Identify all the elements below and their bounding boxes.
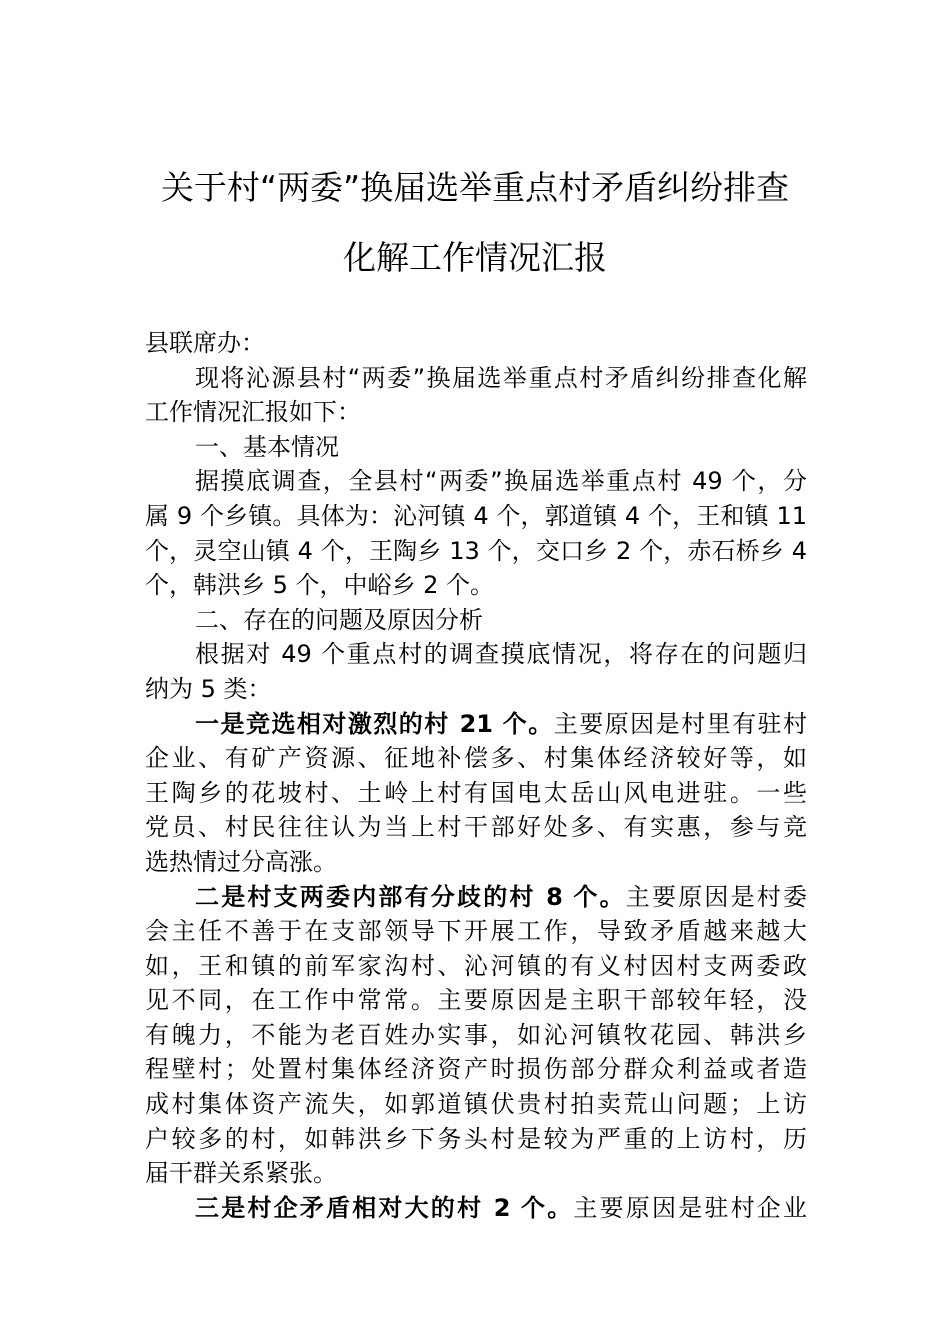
line-text: 主要原因是村委	[625, 882, 807, 911]
body-line	[145, 395, 807, 430]
body-lines	[145, 361, 807, 1226]
body-line	[145, 810, 807, 845]
body-line	[145, 499, 807, 534]
line-text: 一、基本情况	[195, 432, 339, 461]
bold-heading: 三是村企矛盾相对大的村 2 个。	[195, 1193, 574, 1222]
document-title-line-2: 化解工作情况汇报	[343, 238, 607, 277]
body-line	[145, 672, 807, 707]
line-text: 届干群关系紧张。	[145, 1159, 337, 1188]
body-line	[145, 1052, 807, 1087]
body-line	[145, 949, 807, 984]
line-text: 党员、村民往往认为当上村干部好处多、有实惠，参与竞	[145, 813, 807, 842]
body-line	[145, 568, 807, 603]
line-text: 选热情过分高涨。	[145, 847, 337, 876]
body-line	[145, 845, 807, 880]
bold-heading: 二是村支两委内部有分歧的村 8 个。	[195, 882, 626, 911]
line-text: 个，韩洪乡 5 个，中峪乡 2 个。	[145, 571, 495, 600]
line-text: 个，灵空山镇 4 个，王陶乡 13 个，交口乡 2 个，赤石桥乡 4	[145, 536, 807, 565]
line-text: 见不同，在工作中常常。主要原因是主职干部较年轻，没	[145, 986, 807, 1015]
body-line	[145, 707, 807, 742]
body-line	[145, 1156, 807, 1191]
body-line	[145, 534, 807, 569]
line-text: 属 9 个乡镇。具体为：沁河镇 4 个，郭道镇 4 个，王和镇 11	[145, 501, 807, 530]
body-line	[145, 776, 807, 811]
document-title-line-1: 关于村“两委”换届选举重点村矛盾纠纷排查	[160, 168, 790, 207]
salutation: 县联席办：	[145, 329, 265, 357]
line-text: 户较多的村，如韩洪乡下务头村是较为严重的上访村，历	[145, 1124, 807, 1153]
line-text: 现将沁源县村“两委”换届选举重点村矛盾纠纷排查化解	[195, 363, 807, 392]
body-line	[145, 637, 807, 672]
line-text: 程壁村；处置村集体经济资产时损伤部分群众利益或者造	[145, 1055, 807, 1084]
body-line	[145, 880, 807, 915]
body-line	[145, 741, 807, 776]
body-line	[145, 1191, 807, 1226]
line-text: 主要原因是驻村企业	[573, 1193, 807, 1222]
body-line	[145, 1018, 807, 1053]
body-line	[145, 983, 807, 1018]
line-text: 工作情况汇报如下：	[145, 398, 361, 427]
line-text: 成村集体资产流失，如郭道镇伏贵村拍卖荒山问题；上访	[145, 1090, 807, 1119]
line-text: 根据对 49 个重点村的调查摸底情况，将存在的问题归	[195, 640, 807, 669]
line-text: 企业、有矿产资源、征地补偿多、村集体经济较好等，如	[145, 744, 807, 773]
line-text: 王陶乡的花坡村、土岭上村有国电太岳山风电进驻。一些	[145, 778, 807, 807]
body-line	[145, 603, 807, 638]
line-text: 据摸底调查，全县村“两委”换届选举重点村 49 个，分	[195, 467, 807, 496]
body-line	[145, 361, 807, 396]
document-body	[145, 326, 807, 1225]
line-text: 如，王和镇的前军家沟村、沁河镇的有义村因村支两委政	[145, 951, 807, 980]
body-line	[145, 1122, 807, 1157]
body-line	[145, 430, 807, 465]
bold-heading: 一是竞选相对激烈的村 21 个。	[195, 709, 554, 738]
line-text: 有魄力，不能为老百姓办实事，如沁河镇牧花园、韩洪乡	[145, 1020, 807, 1049]
line-text: 主要原因是村里有驻村	[553, 709, 808, 738]
line-text: 会主任不善于在支部领导下开展工作，导致矛盾越来越大	[145, 917, 807, 946]
body-line	[145, 464, 807, 499]
line-text: 纳为 5 类：	[145, 674, 272, 703]
body-line	[145, 1087, 807, 1122]
line-text: 二、存在的问题及原因分析	[195, 605, 483, 634]
body-line	[145, 914, 807, 949]
